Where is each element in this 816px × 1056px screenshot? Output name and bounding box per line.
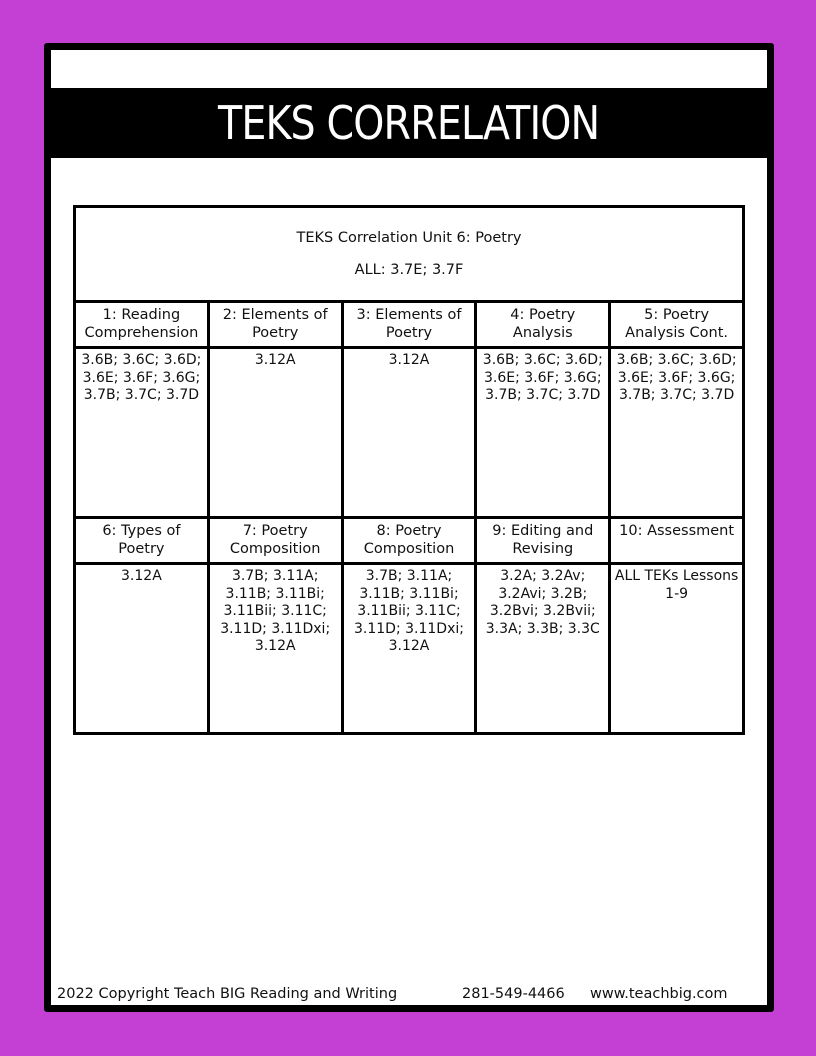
- page-title: TEKS CORRELATION: [218, 96, 600, 150]
- title-banner: [51, 88, 767, 158]
- lesson-label: 5: Poetry Analysis Cont.: [610, 302, 744, 348]
- lesson-codes-row: [75, 348, 744, 518]
- lesson-codes: 3.6B; 3.6C; 3.6D; 3.6E; 3.6F; 3.6G; 3.7B; 3.7C; 3.7D: [610, 348, 744, 518]
- lesson-label: 10: Assessment: [610, 518, 744, 564]
- lesson-codes: 3.2A; 3.2Av; 3.2Avi; 3.2B; 3.2Bvi; 3.2Bvii; 3.3A; 3.3B; 3.3C: [476, 564, 610, 734]
- lesson-codes: 3.7B; 3.11A; 3.11B; 3.11Bi; 3.11Bii; 3.11C; 3.11D; 3.11Dxi; 3.12A: [208, 564, 342, 734]
- footer-copyright: 2022 Copyright Teach BIG Reading and Writing: [57, 986, 398, 1002]
- footer-phone: 281-549-4466: [462, 986, 565, 1002]
- page-footer: [51, 986, 767, 1006]
- lesson-label: 9: Editing and Revising: [476, 518, 610, 564]
- lesson-codes: 3.6B; 3.6C; 3.6D; 3.6E; 3.6F; 3.6G; 3.7B; 3.7C; 3.7D: [476, 348, 610, 518]
- table-heading: TEKS Correlation Unit 6: Poetry: [296, 230, 522, 246]
- lesson-codes-row: [75, 564, 744, 734]
- worksheet-page: [44, 43, 774, 1012]
- lesson-label: 8: Poetry Composition: [342, 518, 476, 564]
- lesson-label: 4: Poetry Analysis: [476, 302, 610, 348]
- lesson-codes: 3.12A: [75, 564, 209, 734]
- table-subheading: ALL: 3.7E; 3.7F: [354, 262, 464, 278]
- footer-website: www.teachbig.com: [590, 986, 728, 1002]
- lesson-label: 7: Poetry Composition: [208, 518, 342, 564]
- lesson-codes: 3.12A: [208, 348, 342, 518]
- lesson-label: 1: Reading Comprehension: [75, 302, 209, 348]
- lesson-label-row: [75, 518, 744, 564]
- lesson-codes: 3.12A: [342, 348, 476, 518]
- lesson-label: 3: Elements of Poetry: [342, 302, 476, 348]
- teks-correlation-table: [73, 205, 745, 735]
- lesson-codes: 3.6B; 3.6C; 3.6D; 3.6E; 3.6F; 3.6G; 3.7B; 3.7C; 3.7D: [75, 348, 209, 518]
- lesson-label: 6: Types of Poetry: [75, 518, 209, 564]
- table-heading-row: [75, 207, 744, 302]
- lesson-codes: 3.7B; 3.11A; 3.11B; 3.11Bi; 3.11Bii; 3.11C; 3.11D; 3.11Dxi; 3.12A: [342, 564, 476, 734]
- table-heading-cell: [75, 207, 744, 302]
- lesson-label-row: [75, 302, 744, 348]
- lesson-label: 2: Elements of Poetry: [208, 302, 342, 348]
- lesson-codes: ALL TEKs Lessons 1-9: [610, 564, 744, 734]
